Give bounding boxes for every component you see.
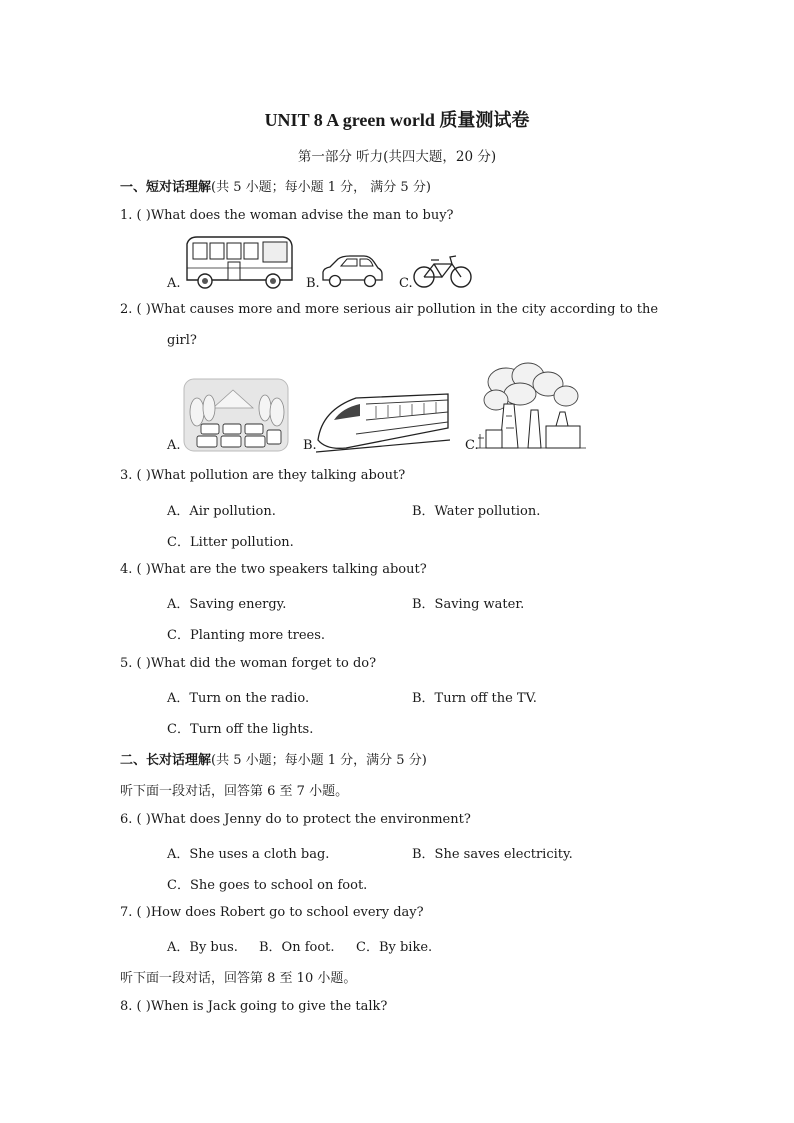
high-speed-train-icon (316, 390, 450, 454)
q3-option-b: B．Water pollution. (412, 504, 541, 519)
q7-option-c: C．By bike. (356, 940, 433, 955)
q1-option-b-letter: B. (306, 276, 320, 291)
question-7 (120, 905, 424, 920)
question-6-number: 6. ( ) (120, 812, 151, 827)
q1-option-a-letter: A. (167, 276, 181, 291)
question-2-number: 2. ( ) (120, 302, 151, 317)
question-5-number: 5. ( ) (120, 656, 151, 671)
q5-option-b: B．Turn off the TV. (412, 691, 537, 706)
section-heading-1-rest: (共 5 小题；每小题 1 分， 满分 5 分) (211, 180, 431, 195)
question-3-text: What pollution are they talking about? (150, 468, 406, 483)
q5-option-c: C．Turn off the lights. (167, 722, 314, 737)
question-4 (120, 562, 427, 577)
section-2-instruction-1: 听下面一段对话，回答第 6 至 7 小题。 (120, 784, 349, 799)
question-3 (120, 468, 405, 483)
question-6 (120, 812, 471, 827)
question-1-text: What does the woman advise the man to buy? (150, 208, 454, 223)
bus-icon (183, 234, 295, 290)
q4-option-a: A．Saving energy. (167, 597, 287, 612)
q3-option-a: A．Air pollution. (167, 504, 276, 519)
question-3-number: 3. ( ) (120, 468, 151, 483)
section-heading-2 (120, 749, 427, 768)
question-8 (120, 999, 387, 1014)
q4-option-c: C．Planting more trees. (167, 628, 326, 643)
q2-option-b-letter: B. (303, 438, 317, 453)
question-7-text: How does Robert go to school every day? (150, 905, 424, 920)
car-icon (320, 254, 384, 288)
traffic-jam-icon (183, 378, 289, 452)
q2-option-c-letter: C. (465, 438, 479, 453)
q1-option-c-letter: C. (399, 276, 413, 291)
question-2 (120, 302, 658, 317)
section-heading-2-label: 二、长对话理解 (120, 753, 212, 768)
question-1-number: 1. ( ) (120, 208, 151, 223)
page-subtitle: 第一部分 听力(共四大题，20 分) (297, 149, 497, 165)
question-5 (120, 656, 376, 671)
section-heading-1-label: 一、短对话理解 (120, 180, 212, 195)
q2-option-a-letter: A. (167, 438, 181, 453)
q7-option-a: A．By bus. (167, 940, 238, 955)
q6-option-c: C．She goes to school on foot. (167, 878, 368, 893)
q6-option-b: B．She saves electricity. (412, 847, 573, 862)
section-heading-1 (120, 176, 431, 195)
section-heading-2-rest: (共 5 小题；每小题 1 分，满分 5 分) (211, 753, 427, 768)
question-8-text: When is Jack going to give the talk? (150, 999, 388, 1014)
question-8-number: 8. ( ) (120, 999, 151, 1014)
page-title: UNIT 8 A green world 质量测试卷 (264, 110, 530, 130)
question-2-continued: girl? (167, 333, 197, 348)
question-5-text: What did the woman forget to do? (150, 656, 377, 671)
question-7-number: 7. ( ) (120, 905, 151, 920)
bicycle-icon (412, 252, 474, 290)
question-1 (120, 208, 454, 223)
section-2-instruction-2: 听下面一段对话，回答第 8 至 10 小题。 (120, 971, 357, 986)
question-6-text: What does Jenny do to protect the environment? (150, 812, 471, 827)
question-4-number: 4. ( ) (120, 562, 151, 577)
q5-option-a: A．Turn on the radio. (167, 691, 310, 706)
q4-option-b: B．Saving water. (412, 597, 525, 612)
factory-smoke-icon (476, 360, 586, 452)
q6-option-a: A．She uses a cloth bag. (167, 847, 330, 862)
q3-option-c: C．Litter pollution. (167, 535, 294, 550)
q7-option-b: B．On foot. (259, 940, 335, 955)
question-2-text: What causes more and more serious air pollution in the city according to the (150, 302, 659, 317)
question-4-text: What are the two speakers talking about? (150, 562, 427, 577)
